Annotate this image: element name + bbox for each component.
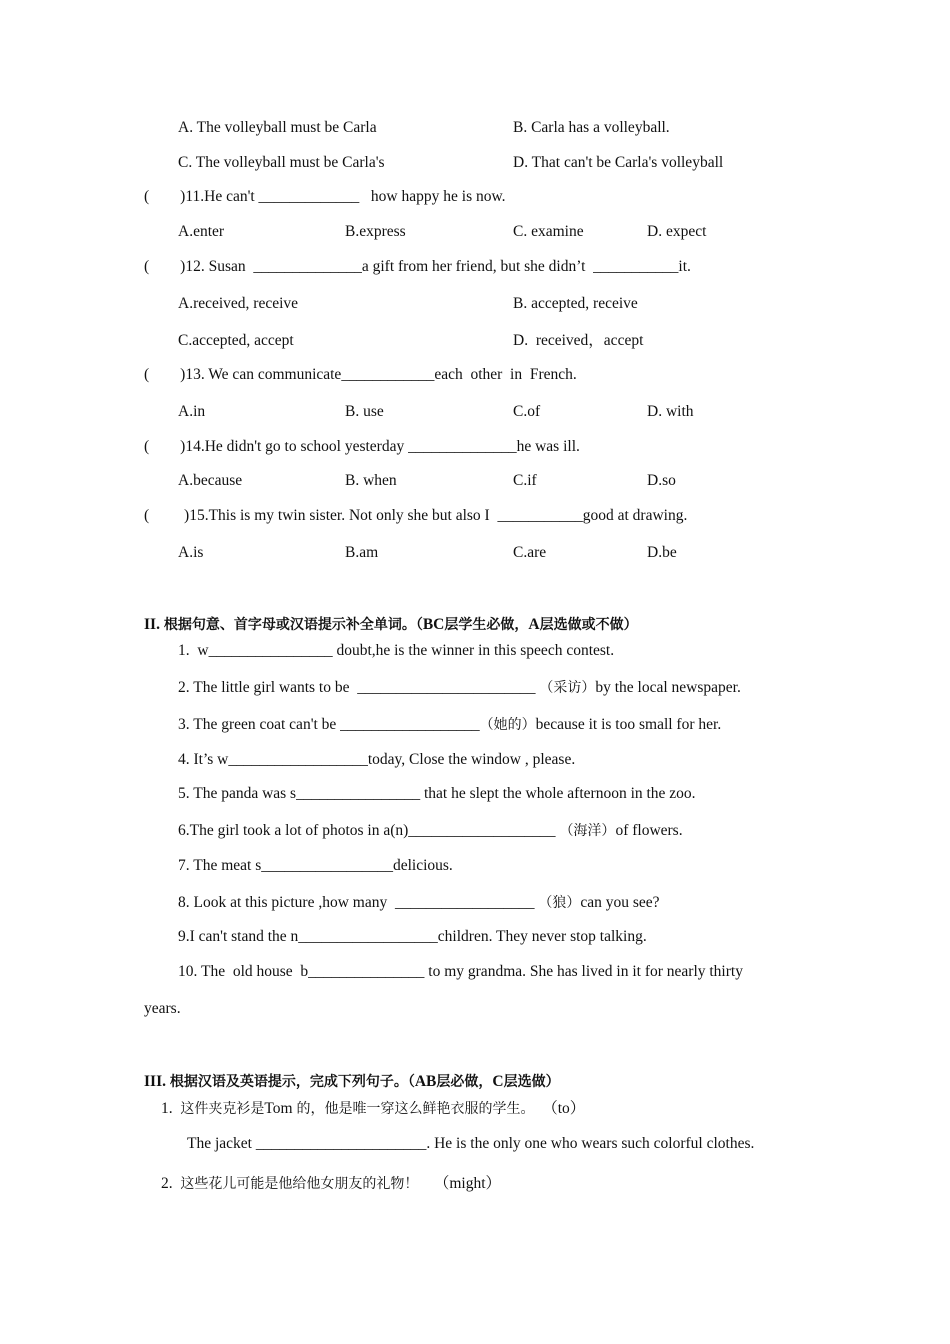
s2-item-10-continued: years.	[144, 1000, 181, 1017]
section-3-level: AB	[414, 1073, 437, 1090]
q13-option-d: D. with	[647, 403, 694, 420]
q14-option-d: D.so	[647, 472, 676, 489]
q13-stem: ( )13. We can communicate____________each other in French.	[144, 366, 577, 383]
s2-item-6	[178, 821, 683, 841]
s2-item-6-text-end: of flowers.	[615, 822, 683, 839]
q10-option-d: D. That can't be Carla's volleyball	[513, 154, 724, 171]
q13-option-b: B. use	[345, 403, 384, 420]
q12-stem: ( )12. Susan ______________a gift from her friend, but she didn’t ___________it.	[144, 258, 691, 275]
q14-option-c: C.if	[513, 472, 537, 489]
section-3-title-mid: 层必做，	[436, 1074, 493, 1090]
section-2-title-end: 层选做或不做）	[539, 617, 638, 633]
s3-sentence-2-chinese	[161, 1174, 501, 1194]
q10-option-c: C. The volleyball must be Carla's	[178, 154, 385, 171]
s3-sentence-2-hint: （might）	[433, 1175, 502, 1192]
s3-sentence-1-english: The jacket ______________________. He is the only one who wears such colorful clothes.	[187, 1135, 755, 1152]
section-2-title-mid: 层学生必做，	[444, 617, 529, 633]
q14-stem: ( )14.He didn't go to school yesterday ______________he was ill.	[144, 438, 580, 455]
q12-option-b: B. accepted, receive	[513, 295, 638, 312]
s2-item-7: 7. The meat s_________________delicious.	[178, 857, 453, 874]
s2-item-4: 4. It’s w__________________today, Close the window , please.	[178, 751, 576, 768]
s2-item-6-text: 6.The girl took a lot of photos in a(n)___________________	[178, 822, 556, 839]
s2-item-2-hint: （采访）	[539, 680, 596, 696]
s2-item-8-text-end: can you see?	[580, 894, 660, 911]
q15-option-d: D.be	[647, 544, 677, 561]
q11-option-c: C. examine	[513, 223, 584, 240]
s3-sentence-2-cn: 这些花儿可能是他给他女朋友的礼物！	[180, 1176, 419, 1192]
s2-item-3-text: 3. The green coat can't be __________________	[178, 716, 480, 733]
s2-item-8	[178, 893, 660, 913]
q15-option-c: C.are	[513, 544, 547, 561]
s2-item-3	[178, 715, 721, 735]
s3-sentence-1-cn-b: 的，他是唯一穿这么鲜艳衣服的学生。	[296, 1101, 535, 1117]
section-3-level2: C	[492, 1073, 504, 1090]
s2-item-6-hint: （海洋）	[559, 823, 616, 839]
section-2-heading	[144, 615, 638, 635]
s3-sentence-1-number: 1.	[161, 1100, 173, 1117]
s3-sentence-2-number: 2.	[161, 1175, 173, 1192]
s2-item-2-text-end: by the local newspaper.	[595, 679, 741, 696]
section-3-title: 根据汉语及英语提示，完成下列句子。（	[169, 1074, 415, 1090]
q12-option-c: C.accepted, accept	[178, 332, 294, 349]
q13-option-a: A.in	[178, 403, 206, 420]
q11-option-b: B.express	[345, 223, 406, 240]
s2-item-8-hint: （狼）	[538, 895, 581, 911]
s2-item-8-text: 8. Look at this picture ,how many __________________	[178, 894, 535, 911]
s2-item-3-text-end: because it is too small for her.	[535, 716, 722, 733]
section-2-level2: A	[528, 616, 540, 633]
section-3-title-end: 层选做）	[503, 1074, 560, 1090]
q15-stem: ( )15.This is my twin sister. Not only she but also I ___________good at drawing.	[144, 507, 688, 524]
q10-option-b: B. Carla has a volleyball.	[513, 119, 670, 136]
s2-item-10: 10. The old house b_______________ to my grandma. She has lived in it for nearly thirty	[178, 963, 743, 980]
q14-option-b: B. when	[345, 472, 397, 489]
s2-item-5: 5. The panda was s________________ that he slept the whole afternoon in the zoo.	[178, 785, 696, 802]
s3-sentence-1-cn-name: Tom	[264, 1100, 293, 1117]
s2-item-2-text: 2. The little girl wants to be _______________________	[178, 679, 536, 696]
section-2-title: 根据句意、首字母或汉语提示补全单词。（	[163, 617, 423, 633]
s3-sentence-1-chinese	[161, 1099, 585, 1119]
q11-option-d: D. expect	[647, 223, 707, 240]
q13-option-c: C.of	[513, 403, 541, 420]
s3-sentence-1-hint: （to）	[542, 1100, 586, 1117]
q12-option-d: D. received，accept	[513, 332, 644, 349]
q11-option-a: A.enter	[178, 223, 225, 240]
q12-option-a: A.received, receive	[178, 295, 299, 312]
s2-item-3-hint: （她的）	[479, 717, 536, 733]
section-3-roman: III.	[144, 1073, 166, 1090]
section-3-heading	[144, 1072, 560, 1092]
q14-option-a: A.because	[178, 472, 243, 489]
q11-stem: ( )11.He can't _____________ how happy he is now.	[144, 188, 506, 205]
s2-item-1: 1. w________________ doubt,he is the winner in this speech contest.	[178, 642, 615, 659]
section-2-level: BC	[422, 616, 445, 633]
s2-item-9: 9.I can't stand the n__________________children. They never stop talking.	[178, 928, 647, 945]
q15-option-a: A.is	[178, 544, 204, 561]
q15-option-b: B.am	[345, 544, 379, 561]
section-2-roman: II.	[144, 616, 160, 633]
s2-item-2	[178, 678, 741, 698]
q10-option-a: A. The volleyball must be Carla	[178, 119, 377, 136]
s3-sentence-1-cn-a: 这件夹克衫是	[180, 1101, 265, 1117]
